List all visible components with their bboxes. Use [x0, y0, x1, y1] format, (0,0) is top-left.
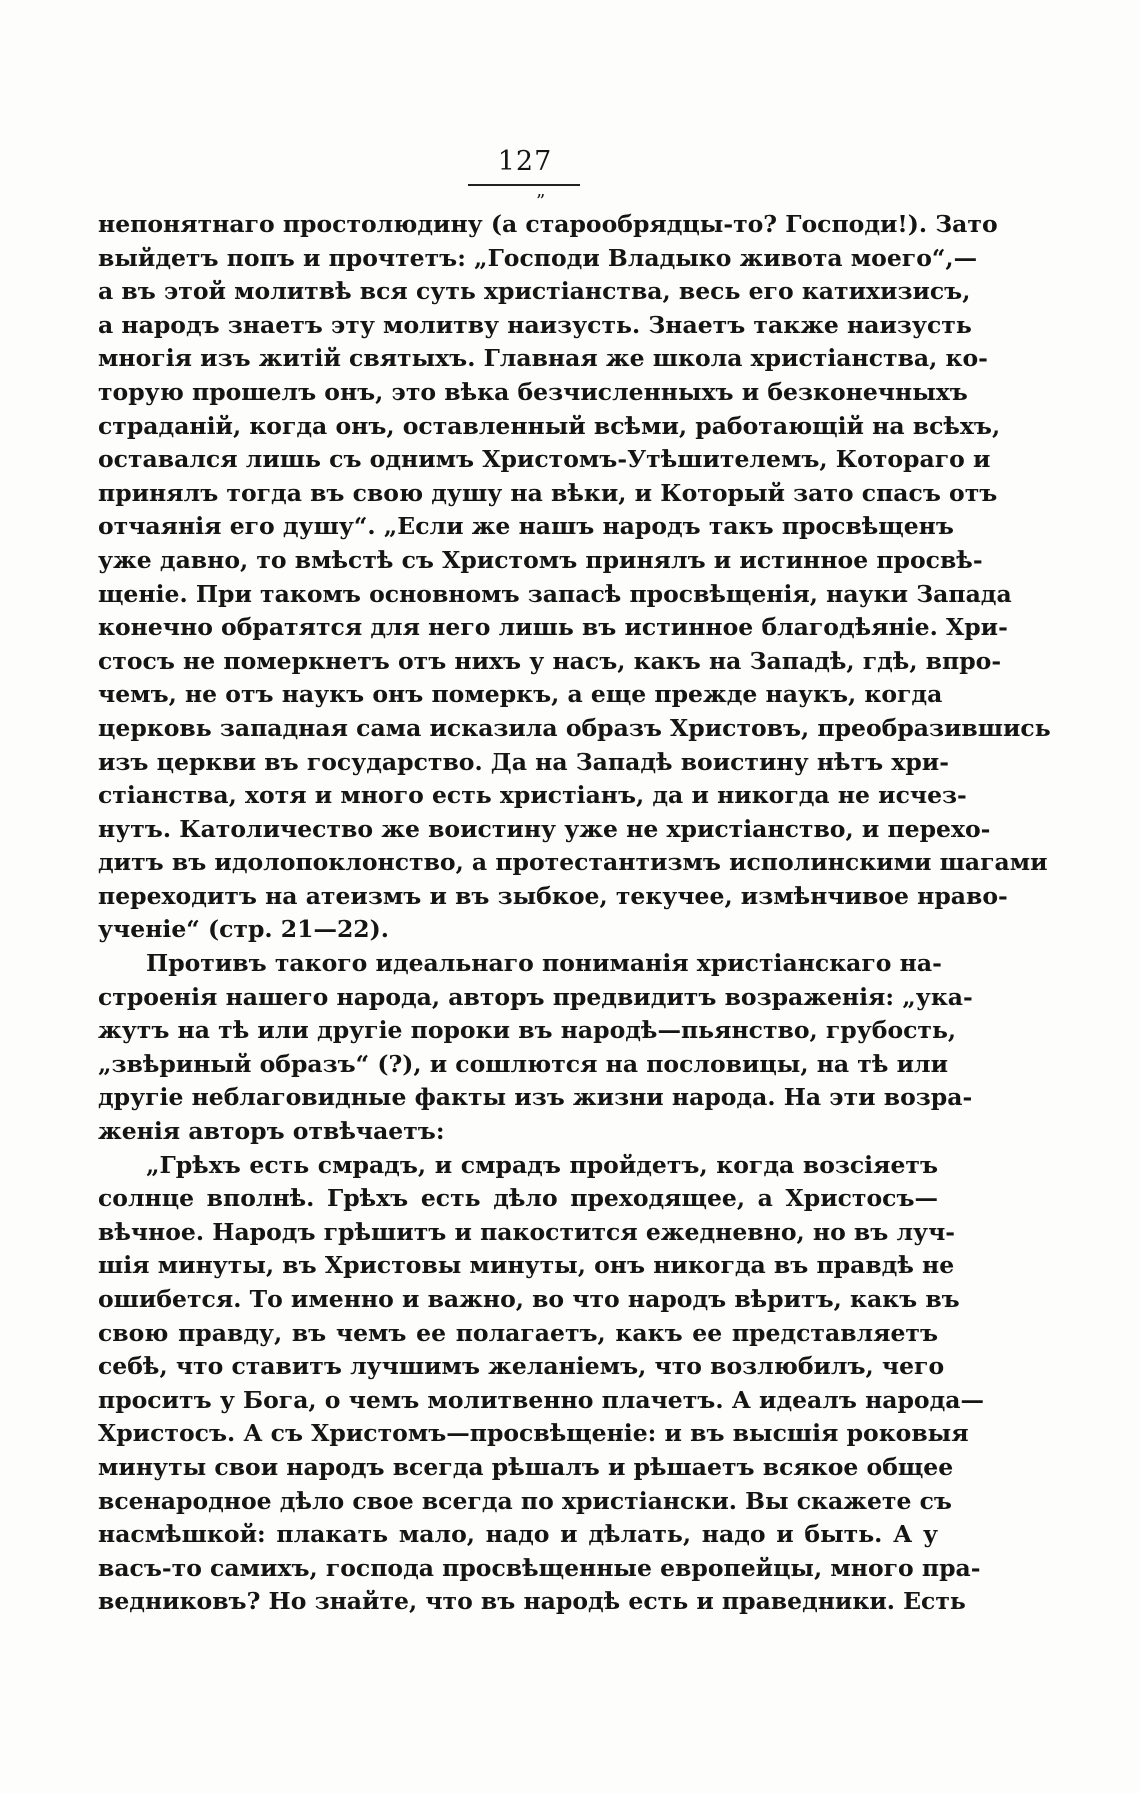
text-line: проситъ у Бога, о чемъ молитвенно плачетъ. А идеалъ народа—: [98, 1385, 984, 1414]
text-line: принялъ тогда въ свою душу на вѣки, и Который зато спасъ отъ: [98, 478, 998, 507]
page-number: 127: [497, 146, 553, 177]
text-line: дитъ въ идолопоклонство, а протестантизмъ исполинскими шагами: [98, 848, 1048, 877]
text-line: Христосъ. А съ Христомъ—просвѣщеніе: и въ высшія роковыя: [98, 1419, 969, 1448]
text-line: переходитъ на атеизмъ и въ зыбкое, текучее, измѣнчивое нраво-: [98, 881, 1008, 910]
text-line: церковь западная сама исказила образъ Христовъ, преобразившись: [98, 713, 1051, 742]
text-line: конечно обратятся для него лишь въ истинное благодѣяніе. Хри-: [98, 613, 1008, 642]
text-line: женія авторъ отвѣчаетъ:: [98, 1117, 445, 1146]
page-number-rule: [468, 184, 580, 186]
text-line: многія изъ житій святыхъ. Главная же школа христіанства, ко-: [98, 344, 988, 373]
text-line: Противъ такого идеальнаго пониманія христіанскаго на-: [146, 949, 942, 978]
text-line: страданій, когда онъ, оставленный всѣми, работающій на всѣхъ,: [98, 411, 1001, 440]
text-line: васъ-то самихъ, господа просвѣщенные европейцы, много пра-: [98, 1553, 981, 1582]
text-line: отчаянія его душу“. „Если же нашъ народъ такъ просвѣщенъ: [98, 512, 954, 541]
stray-quote-mark: ”: [536, 191, 546, 212]
text-line: минуты свои народъ всегда рѣшалъ и рѣшаетъ всякое общее: [98, 1452, 954, 1481]
text-line: торую прошелъ онъ, это вѣка безчисленныхъ и безконечныхъ: [98, 377, 968, 406]
text-line: вѣчное. Народъ грѣшитъ и пакостится ежедневно, но въ луч-: [98, 1217, 956, 1246]
text-line: стосъ не померкнетъ отъ нихъ у насъ, какъ на Западѣ, гдѣ, впро-: [98, 646, 1002, 675]
text-line: себѣ, что ставитъ лучшимъ желаніемъ, что возлюбилъ, чего: [98, 1352, 945, 1381]
text-line: насмѣшкой: плакать мало, надо и дѣлать, надо и быть. А у: [98, 1520, 938, 1549]
text-line: ведниковъ? Но знайте, что въ народѣ есть и праведники. Есть: [98, 1587, 966, 1616]
text-line: свою правду, въ чемъ ее полагаетъ, какъ ее представляетъ: [98, 1318, 938, 1347]
text-line: а въ этой молитвѣ вся суть христіанства, весь его катихизисъ,: [98, 277, 971, 306]
text-line: строенія нашего народа, авторъ предвидитъ возраженія: „ука-: [98, 982, 973, 1011]
text-line: нутъ. Католичество же воистину уже не христіанство, и перехо-: [98, 814, 991, 843]
text-line: стіанства, хотя и много есть христіанъ, да и никогда не исчез-: [98, 781, 967, 810]
text-line: уже давно, то вмѣстѣ съ Христомъ принялъ и истинное просвѣ-: [98, 545, 983, 574]
text-line: непонятнаго простолюдину (а старообрядцы-то? Господи!). Зато: [98, 210, 998, 238]
text-line: оставался лишь съ однимъ Христомъ-Утѣшителемъ, Котораго и: [98, 445, 991, 474]
text-line: другіе неблаговидные факты изъ жизни народа. На эти возра-: [98, 1083, 973, 1112]
text-line: „звѣриный образъ“ (?), и сошлются на пословицы, на тѣ или: [98, 1049, 949, 1078]
text-line: ученіе“ (стр. 21—22).: [98, 915, 389, 944]
text-line: солнце вполнѣ. Грѣхъ есть дѣло преходящее, а Христосъ—: [98, 1184, 938, 1213]
text-line: щеніе. При такомъ основномъ запасѣ просвѣщенія, науки Запада: [98, 579, 1012, 608]
text-line: а народъ знаетъ эту молитву наизусть. Знаетъ также наизусть: [98, 310, 972, 339]
text-line: ошибется. То именно и важно, во что народъ вѣритъ, какъ въ: [98, 1285, 960, 1313]
text-line: чемъ, не отъ наукъ онъ померкъ, а еще прежде наукъ, когда: [98, 680, 943, 709]
text-line: жутъ на тѣ или другіе пороки въ народѣ—пьянство, грубость,: [98, 1016, 957, 1045]
text-line: „Грѣхъ есть смрадъ, и смрадъ пройдетъ, когда возсіяетъ: [146, 1150, 938, 1179]
text-line: изъ церкви въ государство. Да на Западѣ воистину нѣтъ хри-: [98, 747, 949, 776]
text-line: всенародное дѣло свое всегда по христіански. Вы скажете съ: [98, 1486, 952, 1515]
body-text: [98, 208, 1051, 1619]
text-line: выйдетъ попъ и прочтетъ: „Господи Владыко живота моего“,—: [98, 243, 978, 272]
text-line: шія минуты, въ Христовы минуты, онъ никогда въ правдѣ не: [98, 1251, 955, 1280]
